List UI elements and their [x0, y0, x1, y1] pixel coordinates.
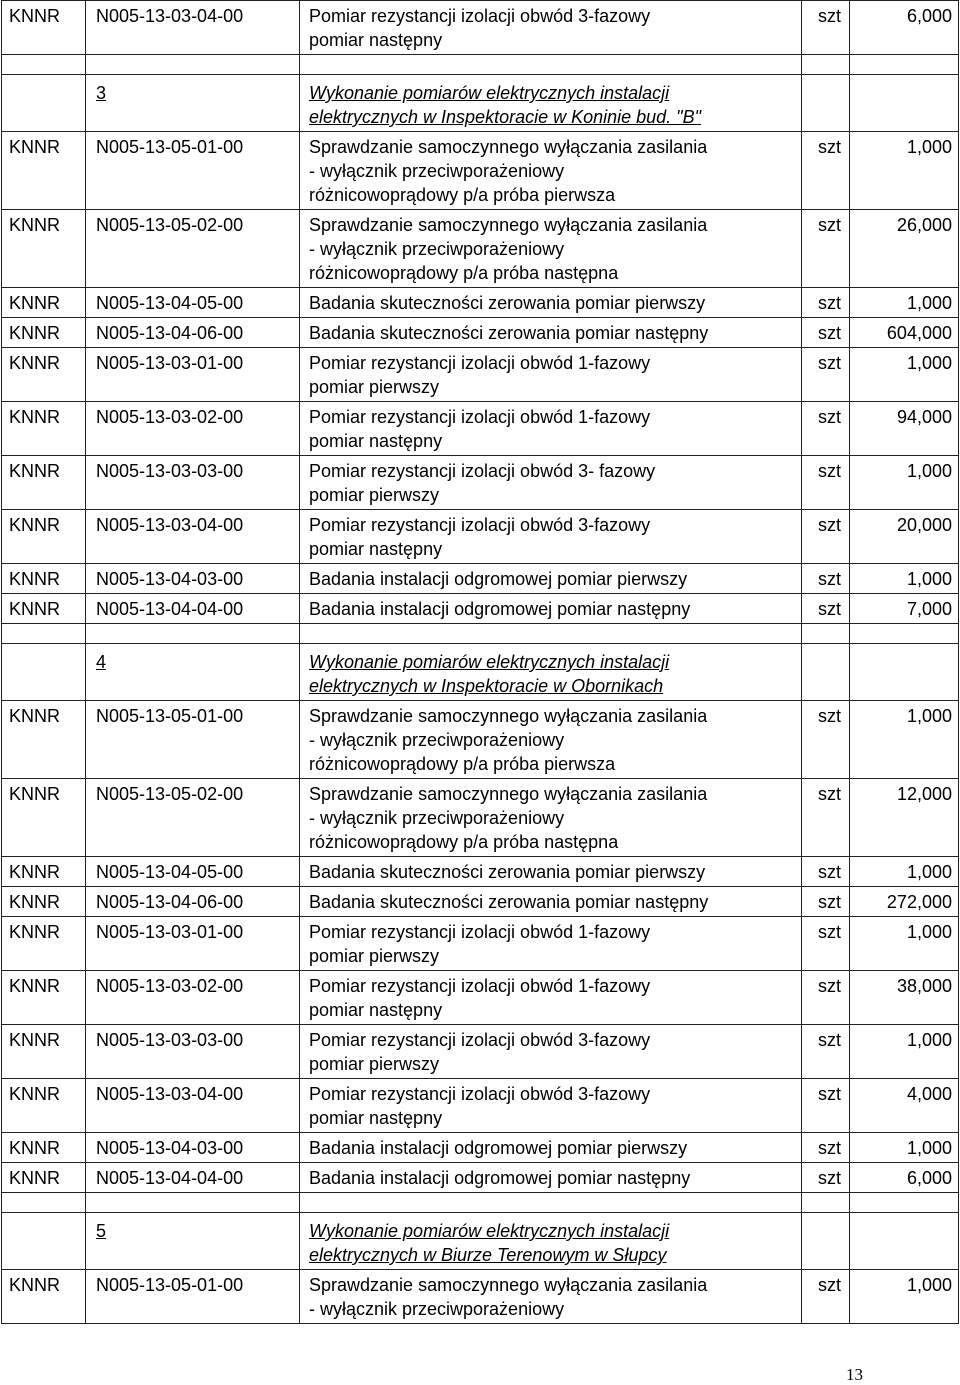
spacer-row	[1, 1193, 959, 1213]
row-content	[1, 510, 959, 563]
description-line: Badania skuteczności zerowania pomiar następny	[309, 892, 709, 912]
cell-quantity: 38,000	[896, 976, 952, 996]
section-title-line: elektrycznych w Inspektoracie w Koninie bud. "B"	[309, 107, 701, 127]
row-content	[1, 348, 959, 401]
cell-unit: szt	[818, 461, 842, 481]
cell-description	[299, 513, 801, 561]
cell-type: KNNR	[9, 215, 61, 235]
cell-description	[299, 351, 801, 399]
row-content	[1, 1163, 959, 1192]
cell-code: N005-13-05-02-00	[96, 784, 244, 804]
cell-unit: szt	[818, 1084, 842, 1104]
table-row	[1, 887, 959, 917]
description-line: Badania skuteczności zerowania pomiar następny	[309, 323, 709, 343]
description-line: pomiar następny	[309, 1108, 443, 1128]
section-number: 4	[96, 652, 107, 672]
description-line: pomiar pierwszy	[309, 377, 440, 397]
cell-unit: szt	[818, 407, 842, 427]
description-line: różnicowoprądowy p/a próba pierwsza	[309, 754, 616, 774]
description-line: Sprawdzanie samoczynnego wyłączania zasilania	[309, 137, 708, 157]
cell-description	[299, 920, 801, 968]
table-row	[1, 132, 959, 210]
cell-type: KNNR	[9, 922, 61, 942]
cell-code	[85, 1219, 299, 1267]
cell-type: KNNR	[9, 706, 61, 726]
cell-type	[1, 650, 85, 698]
cell-border	[85, 624, 299, 643]
cell-code: N005-13-04-05-00	[96, 293, 244, 313]
cell-description	[299, 459, 801, 507]
cell-unit: szt	[818, 1275, 842, 1295]
cell-description	[299, 1082, 801, 1130]
row-content	[1, 1, 959, 54]
row-content	[1, 288, 959, 317]
cell-quantity: 4,000	[906, 1084, 952, 1104]
cell-code: N005-13-04-03-00	[96, 1138, 244, 1158]
cell-description	[299, 1219, 801, 1267]
table-row	[1, 564, 959, 594]
cell-border	[849, 55, 959, 74]
cell-description	[299, 860, 801, 884]
cell-type: KNNR	[9, 1275, 61, 1295]
table-row	[1, 857, 959, 887]
cell-quantity: 1,000	[906, 1030, 952, 1050]
cell-code: N005-13-05-01-00	[96, 1275, 244, 1295]
cell-code: N005-13-03-03-00	[96, 461, 244, 481]
cell-code: N005-13-04-04-00	[96, 599, 244, 619]
cell-unit: szt	[818, 215, 842, 235]
table-row	[1, 402, 959, 456]
table-row	[1, 456, 959, 510]
description-line: różnicowoprądowy p/a próba następna	[309, 832, 619, 852]
cell-type: KNNR	[9, 515, 61, 535]
cell-border	[299, 1193, 801, 1212]
cell-border	[85, 1193, 299, 1212]
cell-unit: szt	[818, 1138, 842, 1158]
row-content	[1, 1079, 959, 1132]
cell-border	[299, 624, 801, 643]
cell-quantity: 20,000	[896, 515, 952, 535]
cell-type: KNNR	[9, 1030, 61, 1050]
description-line: Badania skuteczności zerowania pomiar pierwszy	[309, 293, 706, 313]
description-line: Pomiar rezystancji izolacji obwód 1-fazowy	[309, 976, 651, 996]
cell-description	[299, 782, 801, 854]
cell-quantity: 1,000	[906, 137, 952, 157]
cell-quantity: 1,000	[906, 353, 952, 373]
cell-type: KNNR	[9, 1168, 61, 1188]
cell-type: KNNR	[9, 892, 61, 912]
cell-unit: szt	[818, 1030, 842, 1050]
spacer-row	[1, 624, 959, 644]
cell-quantity: 7,000	[906, 599, 952, 619]
cell-code: N005-13-03-04-00	[96, 515, 244, 535]
cell-code: N005-13-04-04-00	[96, 1168, 244, 1188]
description-line: Badania skuteczności zerowania pomiar pierwszy	[309, 862, 706, 882]
row-content	[1, 564, 959, 593]
cell-code: N005-13-05-02-00	[96, 215, 244, 235]
cell-type: KNNR	[9, 1138, 61, 1158]
cell-type: KNNR	[9, 599, 61, 619]
cell-unit: szt	[818, 353, 842, 373]
cell-description	[299, 81, 801, 129]
cell-code: N005-13-03-04-00	[96, 1084, 244, 1104]
cell-unit: szt	[818, 922, 842, 942]
description-line: Sprawdzanie samoczynnego wyłączania zasilania	[309, 784, 708, 804]
description-line: Pomiar rezystancji izolacji obwód 3-fazowy	[309, 6, 651, 26]
cell-unit: szt	[818, 862, 842, 882]
cell-type	[1, 81, 85, 129]
description-line: Pomiar rezystancji izolacji obwód 3-fazowy	[309, 1030, 651, 1050]
description-line: Badania instalacji odgromowej pomiar następny	[309, 599, 691, 619]
table-row	[1, 510, 959, 564]
cell-description	[299, 890, 801, 914]
cell-quantity: 12,000	[896, 784, 952, 804]
cell-code	[85, 81, 299, 129]
cell-type: KNNR	[9, 323, 61, 343]
description-line: pomiar następny	[309, 431, 443, 451]
description-line: różnicowoprądowy p/a próba następna	[309, 263, 619, 283]
cell-description	[299, 1273, 801, 1321]
section-title-line: Wykonanie pomiarów elektrycznych instalacji	[309, 1221, 670, 1241]
cell-unit: szt	[818, 599, 842, 619]
row-content	[1, 971, 959, 1024]
description-line: Sprawdzanie samoczynnego wyłączania zasilania	[309, 706, 708, 726]
cell-border	[299, 55, 801, 74]
cell-description	[299, 213, 801, 285]
cell-quantity: 1,000	[906, 1138, 952, 1158]
cell-type: KNNR	[9, 407, 61, 427]
cell-description	[299, 1136, 801, 1160]
cell-unit: szt	[818, 976, 842, 996]
table-row	[1, 1025, 959, 1079]
cell-code: N005-13-04-05-00	[96, 862, 244, 882]
description-line: - wyłącznik przeciwporażeniowy	[309, 730, 565, 750]
spacer-row	[1, 55, 959, 75]
row-content	[1, 456, 959, 509]
cell-unit: szt	[818, 515, 842, 535]
description-line: - wyłącznik przeciwporażeniowy	[309, 1299, 565, 1319]
cell-unit	[801, 81, 849, 129]
row-content	[1, 917, 959, 970]
row-content	[1, 210, 959, 287]
cost-estimate-table	[1, 0, 959, 1324]
description-line: różnicowoprądowy p/a próba pierwsza	[309, 185, 616, 205]
cell-description	[299, 135, 801, 207]
cell-quantity: 1,000	[906, 461, 952, 481]
description-line: Pomiar rezystancji izolacji obwód 3-fazowy	[309, 515, 651, 535]
description-line: Pomiar rezystancji izolacji obwód 1-fazowy	[309, 922, 651, 942]
cell-unit: szt	[818, 293, 842, 313]
cell-unit: szt	[818, 706, 842, 726]
cell-code: N005-13-03-02-00	[96, 976, 244, 996]
row-content	[1, 402, 959, 455]
cell-type: KNNR	[9, 293, 61, 313]
table-row	[1, 318, 959, 348]
description-line: pomiar pierwszy	[309, 946, 440, 966]
cell-type: KNNR	[9, 137, 61, 157]
cell-unit: szt	[818, 1168, 842, 1188]
row-content	[1, 779, 959, 856]
table-row	[1, 1163, 959, 1193]
section-number: 3	[96, 83, 107, 103]
cell-unit: szt	[818, 892, 842, 912]
description-line: pomiar pierwszy	[309, 1054, 440, 1074]
section-header-row	[1, 1213, 959, 1270]
description-line: Pomiar rezystancji izolacji obwód 1-fazowy	[309, 407, 651, 427]
cell-type: KNNR	[9, 862, 61, 882]
cell-type: KNNR	[9, 353, 61, 373]
cell-code: N005-13-04-03-00	[96, 569, 244, 589]
cell-quantity: 1,000	[906, 862, 952, 882]
description-line: Sprawdzanie samoczynnego wyłączania zasilania	[309, 215, 708, 235]
cell-type: KNNR	[9, 6, 61, 26]
table-row	[1, 1079, 959, 1133]
cell-description	[299, 597, 801, 621]
cell-quantity: 1,000	[906, 922, 952, 942]
cell-description	[299, 567, 801, 591]
cell-type: KNNR	[9, 461, 61, 481]
cell-border	[801, 55, 849, 74]
description-line: Badania instalacji odgromowej pomiar następny	[309, 1168, 691, 1188]
cell-code: N005-13-03-04-00	[96, 6, 244, 26]
table-row	[1, 971, 959, 1025]
cell-type: KNNR	[9, 784, 61, 804]
row-content	[1, 887, 959, 916]
section-header-row	[1, 75, 959, 132]
cell-description	[299, 4, 801, 52]
row-content	[1, 132, 959, 209]
table-row	[1, 210, 959, 288]
row-content	[1, 594, 959, 623]
table-row	[1, 1270, 959, 1324]
cell-quantity: 26,000	[896, 215, 952, 235]
description-line: Pomiar rezystancji izolacji obwód 3- fazowy	[309, 461, 656, 481]
cell-unit	[801, 1219, 849, 1267]
cell-description	[299, 974, 801, 1022]
cell-type: KNNR	[9, 569, 61, 589]
cell-code: N005-13-03-01-00	[96, 922, 244, 942]
row-content	[1, 1025, 959, 1078]
section-number: 5	[96, 1221, 107, 1241]
cell-border	[801, 1193, 849, 1212]
cell-code: N005-13-05-01-00	[96, 137, 244, 157]
section-header-row	[1, 644, 959, 701]
cell-border	[849, 624, 959, 643]
cell-description	[299, 1166, 801, 1190]
description-line: Sprawdzanie samoczynnego wyłączania zasilania	[309, 1275, 708, 1295]
page-number: 13	[846, 1365, 863, 1384]
cell-unit: szt	[818, 569, 842, 589]
table-row	[1, 779, 959, 857]
cell-description	[299, 321, 801, 345]
cell-quantity: 6,000	[906, 6, 952, 26]
cell-code	[85, 650, 299, 698]
table-row	[1, 0, 959, 55]
description-line: Pomiar rezystancji izolacji obwód 3-fazowy	[309, 1084, 651, 1104]
cell-code: N005-13-03-03-00	[96, 1030, 244, 1050]
cell-quantity	[849, 1219, 959, 1267]
cell-description	[299, 650, 801, 698]
row-content	[1, 701, 959, 778]
cell-quantity: 1,000	[906, 569, 952, 589]
section-title-line: elektrycznych w Inspektoracie w Obornikach	[309, 676, 664, 696]
cell-quantity	[849, 650, 959, 698]
cell-quantity: 272,000	[886, 892, 952, 912]
section-title-line: Wykonanie pomiarów elektrycznych instalacji	[309, 83, 670, 103]
description-line: pomiar następny	[309, 30, 443, 50]
cell-code: N005-13-03-02-00	[96, 407, 244, 427]
description-line: - wyłącznik przeciwporażeniowy	[309, 239, 565, 259]
table-row	[1, 917, 959, 971]
cell-type	[1, 1219, 85, 1267]
cell-type: KNNR	[9, 976, 61, 996]
description-line: Badania instalacji odgromowej pomiar pierwszy	[309, 569, 688, 589]
cell-quantity: 1,000	[906, 706, 952, 726]
description-line: pomiar pierwszy	[309, 485, 440, 505]
section-title-line: elektrycznych w Biurze Terenowym w Słupcy	[309, 1245, 667, 1265]
table-row	[1, 594, 959, 624]
cell-code: N005-13-04-06-00	[96, 892, 244, 912]
row-content	[1, 857, 959, 886]
cell-quantity: 94,000	[896, 407, 952, 427]
row-content	[1, 318, 959, 347]
cell-type: KNNR	[9, 1084, 61, 1104]
cell-border	[1, 1193, 85, 1212]
cell-description	[299, 291, 801, 315]
description-line: - wyłącznik przeciwporażeniowy	[309, 808, 565, 828]
cell-unit: szt	[818, 784, 842, 804]
cell-quantity: 1,000	[906, 1275, 952, 1295]
row-content	[1, 644, 959, 700]
cell-unit: szt	[818, 323, 842, 343]
row-content	[1, 75, 959, 131]
cell-border	[849, 1193, 959, 1212]
cell-quantity: 604,000	[886, 323, 952, 343]
cell-border	[1, 55, 85, 74]
table-row	[1, 701, 959, 779]
cell-unit: szt	[818, 137, 842, 157]
cell-code: N005-13-04-06-00	[96, 323, 244, 343]
table-row	[1, 1133, 959, 1163]
cell-border	[801, 624, 849, 643]
description-line: Badania instalacji odgromowej pomiar pierwszy	[309, 1138, 688, 1158]
cell-description	[299, 405, 801, 453]
row-content	[1, 1133, 959, 1162]
table-row	[1, 348, 959, 402]
cell-unit: szt	[818, 6, 842, 26]
cell-quantity: 1,000	[906, 293, 952, 313]
description-line: pomiar następny	[309, 539, 443, 559]
description-line: Pomiar rezystancji izolacji obwód 1-fazowy	[309, 353, 651, 373]
description-line: pomiar następny	[309, 1000, 443, 1020]
cell-border	[85, 55, 299, 74]
cell-quantity	[849, 81, 959, 129]
cell-description	[299, 1028, 801, 1076]
cell-code: N005-13-05-01-00	[96, 706, 244, 726]
cell-code: N005-13-03-01-00	[96, 353, 244, 373]
section-title-line: Wykonanie pomiarów elektrycznych instalacji	[309, 652, 670, 672]
row-content	[1, 1270, 959, 1323]
cell-border	[1, 624, 85, 643]
description-line: - wyłącznik przeciwporażeniowy	[309, 161, 565, 181]
table-row	[1, 288, 959, 318]
cell-description	[299, 704, 801, 776]
cell-quantity: 6,000	[906, 1168, 952, 1188]
cell-unit	[801, 650, 849, 698]
row-content	[1, 1213, 959, 1269]
